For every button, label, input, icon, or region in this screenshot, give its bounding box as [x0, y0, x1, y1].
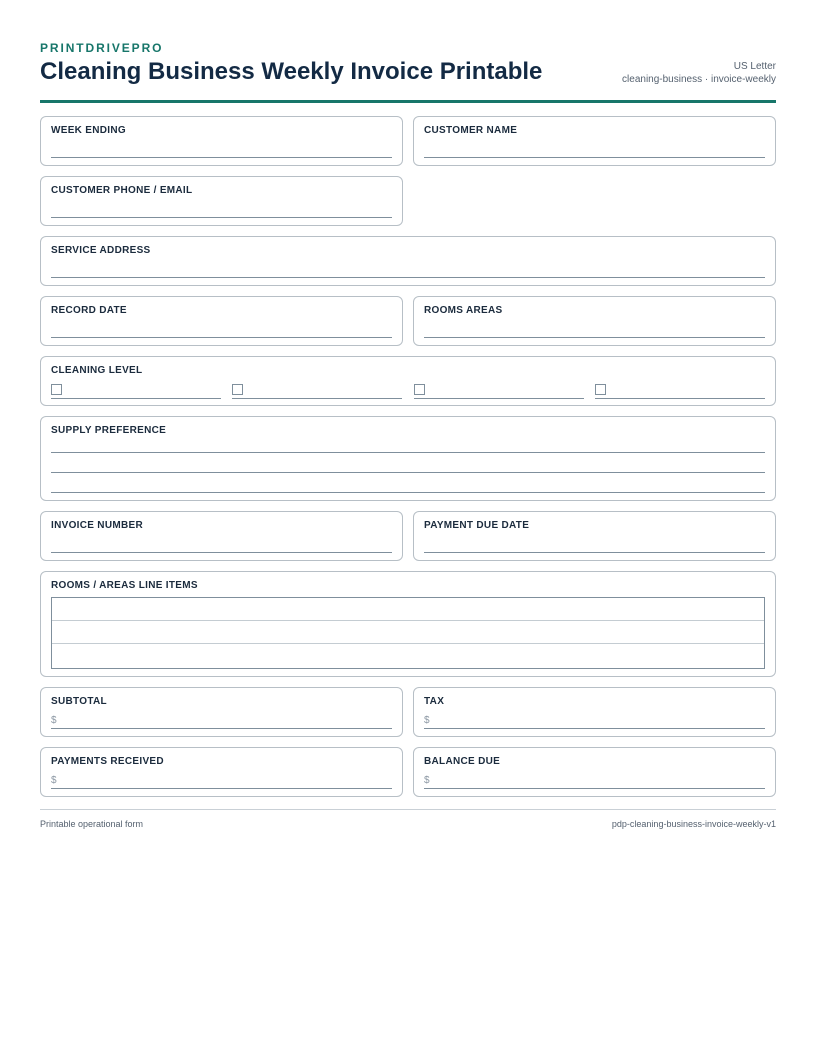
subtotal-label: SUBTOTAL	[51, 696, 107, 707]
paper-size: US Letter	[733, 61, 776, 72]
customer-name-line[interactable]	[424, 157, 765, 158]
line-items-table	[51, 597, 765, 669]
rooms-areas-field[interactable]	[413, 296, 776, 346]
cleaning-level-field	[40, 356, 776, 406]
checkbox-icon[interactable]	[414, 384, 425, 395]
customer-contact-line[interactable]	[51, 217, 392, 218]
currency-symbol: $	[51, 715, 57, 726]
currency-symbol: $	[424, 715, 430, 726]
checkbox-icon[interactable]	[232, 384, 243, 395]
currency-symbol: $	[424, 775, 430, 786]
service-address-line[interactable]	[51, 277, 765, 278]
footer-description: Printable operational form	[40, 819, 144, 829]
payments-received-line[interactable]	[51, 788, 392, 789]
week-ending-label: WEEK ENDING	[51, 125, 126, 136]
brand-name: PRINTDRIVEPRO	[40, 41, 164, 55]
record-date-field[interactable]	[40, 296, 403, 346]
payments-received-field[interactable]	[40, 747, 403, 797]
subtotal-field[interactable]	[40, 687, 403, 737]
week-ending-line[interactable]	[51, 157, 392, 158]
document-footer	[40, 809, 776, 834]
page-title: Cleaning Business Weekly Invoice Printable	[40, 58, 543, 85]
payment-due-date-field[interactable]	[413, 511, 776, 561]
subtotal-line[interactable]	[51, 728, 392, 729]
payments-received-label: PAYMENTS RECEIVED	[51, 756, 164, 767]
balance-due-label: BALANCE DUE	[424, 756, 501, 767]
record-date-line[interactable]	[51, 337, 392, 338]
line-items-section	[40, 571, 776, 677]
invoice-number-label: INVOICE NUMBER	[51, 520, 143, 531]
cleaning-level-option-2[interactable]	[232, 383, 402, 399]
service-address-label: SERVICE ADDRESS	[51, 245, 151, 256]
cleaning-level-option-1[interactable]	[51, 383, 221, 399]
supply-preference-line-3[interactable]	[51, 492, 765, 493]
tax-field[interactable]	[413, 687, 776, 737]
payment-due-date-line[interactable]	[424, 552, 765, 553]
checkbox-icon[interactable]	[595, 384, 606, 395]
week-ending-field[interactable]	[40, 116, 403, 166]
record-date-label: RECORD DATE	[51, 305, 127, 316]
invoice-number-line[interactable]	[51, 552, 392, 553]
supply-preference-field[interactable]	[40, 416, 776, 501]
rooms-areas-line[interactable]	[424, 337, 765, 338]
supply-preference-line-1[interactable]	[51, 452, 765, 453]
supply-preference-line-2[interactable]	[51, 472, 765, 473]
cleaning-level-option-3[interactable]	[414, 383, 584, 399]
line-items-label: ROOMS / AREAS LINE ITEMS	[51, 580, 198, 591]
customer-contact-field[interactable]	[40, 176, 403, 226]
balance-due-field[interactable]	[413, 747, 776, 797]
tax-line[interactable]	[424, 728, 765, 729]
document-tags: cleaning-business · invoice-weekly	[622, 74, 776, 85]
invoice-number-field[interactable]	[40, 511, 403, 561]
cleaning-level-label: CLEANING LEVEL	[51, 365, 143, 376]
customer-name-field[interactable]	[413, 116, 776, 166]
document-meta	[622, 60, 776, 86]
balance-due-line[interactable]	[424, 788, 765, 789]
tax-label: TAX	[424, 696, 445, 707]
table-row[interactable]	[52, 598, 764, 621]
document-header	[40, 40, 776, 103]
table-row[interactable]	[52, 621, 764, 644]
table-row[interactable]	[52, 644, 764, 667]
rooms-areas-label: ROOMS AREAS	[424, 305, 503, 316]
currency-symbol: $	[51, 775, 57, 786]
service-address-field[interactable]	[40, 236, 776, 286]
supply-preference-label: SUPPLY PREFERENCE	[51, 425, 167, 436]
customer-name-label: CUSTOMER NAME	[424, 125, 518, 136]
footer-form-id: pdp-cleaning-business-invoice-weekly-v1	[611, 819, 776, 829]
payment-due-date-label: PAYMENT DUE DATE	[424, 520, 530, 531]
checkbox-icon[interactable]	[51, 384, 62, 395]
cleaning-level-option-4[interactable]	[595, 383, 765, 399]
customer-contact-label: CUSTOMER PHONE / EMAIL	[51, 185, 193, 196]
